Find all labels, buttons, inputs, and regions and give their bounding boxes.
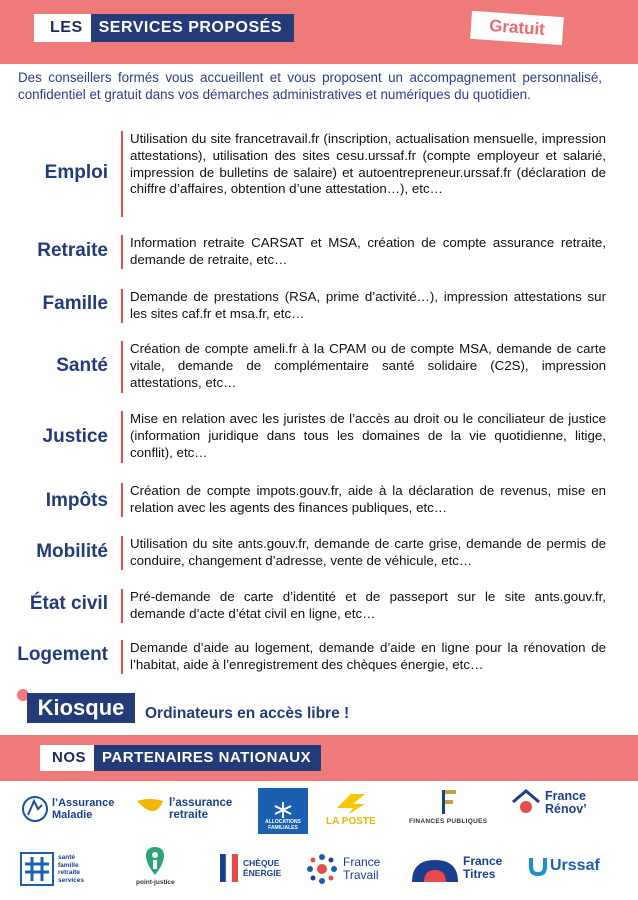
service-text: Utilisation du site ants.gouv.fr, demande de carte grise, demande de permis de conduire, changement d’adresse, vente de véhicule, etc…	[130, 536, 606, 568]
france-titres-icon	[410, 852, 460, 884]
service-label: Retraite	[37, 240, 108, 261]
logo-text: Titres	[463, 867, 496, 881]
service-divider	[121, 536, 123, 570]
logo-text: retraite	[58, 869, 81, 876]
kiosque-text: Ordinateurs en accès libre !	[145, 705, 350, 722]
service-divider	[121, 640, 123, 674]
service-divider	[121, 235, 123, 269]
caf-snowflake-icon	[273, 801, 293, 819]
logo-text: FINANCES PUBLIQUES	[409, 818, 488, 825]
service-text: Demande d’aide au logement, demande d’aide en ligne pour la rénovation de l’habitat, aide à l’enregistrement des chèques énergie, etc…	[130, 640, 606, 672]
cheque-energie-flag-icon	[218, 852, 240, 884]
service-label: Impôts	[45, 490, 108, 511]
logo-text: CHÈQUE	[243, 858, 280, 868]
assurance-maladie-icon	[20, 795, 50, 823]
free-badge: Gratuit	[470, 11, 564, 45]
service-label: État civil	[29, 593, 108, 614]
service-divider	[121, 589, 123, 623]
service-label: Famille	[42, 293, 108, 314]
logo-france-titres	[410, 852, 502, 884]
logo-text: point-justice	[136, 879, 175, 886]
logo-text: Maladie	[52, 809, 93, 821]
msa-icon	[20, 852, 54, 886]
logo-text: France	[545, 789, 586, 803]
logo-caf	[258, 788, 308, 834]
intro-paragraph: Des conseillers formés vous accueillent et vous proposent un accompagnement personnalisé, confidentiel et gratuit dans vos démarches administratives et numériques du quotidien.	[18, 70, 602, 102]
service-label: Logement	[17, 644, 108, 665]
logo-text: France	[343, 855, 381, 869]
service-divider	[121, 341, 123, 393]
service-label: Mobilité	[36, 541, 108, 562]
service-text: Demande de prestations (RSA, prime d’activité…), impression attestations sur les sites caf.fr et msa.fr, etc…	[130, 289, 606, 321]
logo-text: ÉNERGIE	[243, 868, 282, 878]
point-justice-icon	[140, 845, 170, 877]
logo-finances-publiques	[409, 788, 487, 828]
service-text: Information retraite CARSAT et MSA, création de compte assurance retraite, demande de retraite, etc…	[130, 235, 606, 267]
logo-text: FAMILIALES	[268, 825, 298, 831]
logo-la-poste	[326, 790, 376, 828]
logo-text: l’Assurance	[52, 797, 115, 809]
finances-publiques-icon	[436, 788, 460, 816]
service-divider	[121, 483, 123, 517]
service-text: Création de compte ameli.fr à la CPAM ou de compte MSA, demande de carte vitale, demande de complémentaire santé solidaire (C2S), impression attestations, etc…	[130, 341, 606, 390]
logo-text: retraite	[169, 809, 208, 821]
logo-text: santé	[58, 854, 75, 861]
logo-text: l’assurance	[169, 797, 233, 809]
service-text: Création de compte impots.gouv.fr, aide à la déclaration de revenus, mise en relation avec les agents des finances publiques, etc…	[130, 483, 606, 515]
section-title-word2: SERVICES PROPOSÉS	[91, 14, 294, 42]
logo-text: Travail	[343, 868, 379, 882]
service-divider	[121, 131, 123, 217]
section-title-word1: LES	[34, 14, 91, 42]
section-title	[34, 14, 294, 42]
logo-text: France	[463, 854, 503, 868]
logo-urssaf	[528, 855, 600, 877]
logo-france-renov	[510, 787, 587, 819]
logo-france-travail	[305, 852, 380, 886]
service-divider	[121, 411, 123, 463]
service-text: Utilisation du site francetravail.fr (inscription, actualisation mensuelle, impression attestations), utilisation des sites cesu.urssaf.fr (compte employeur et salarié, impression de bulletins de salaire) et autoentrepreneur.urssaf.fr (déclaration de chiffre d’affaires, obtention d’une attestation…), etc…	[130, 131, 606, 197]
assurance-retraite-icon	[133, 795, 167, 823]
service-label: Emploi	[44, 162, 108, 183]
france-travail-dots-icon	[305, 852, 339, 886]
logo-msa	[20, 852, 84, 886]
logo-text: famille	[58, 861, 79, 869]
logo-cheque-energie	[218, 852, 281, 884]
service-text: Pré-demande de carte d’identité et de passeport sur le site ants.gouv.fr, demande d’acte d’état civil en ligne, etc…	[130, 589, 606, 621]
logo-text: Urssaf	[550, 857, 600, 874]
partners-title	[40, 745, 321, 771]
service-label: Santé	[56, 355, 108, 376]
service-label: Justice	[42, 426, 108, 447]
kiosque-tag: Kiosque	[27, 693, 135, 723]
partners-title-word2: PARTENAIRES NATIONAUX	[94, 745, 321, 771]
logo-text: services	[58, 876, 85, 884]
france-renov-house-icon	[510, 787, 542, 819]
logo-text: ALLOCATIONS	[265, 819, 301, 825]
logo-assurance-retraite	[133, 795, 232, 823]
partners-title-word1: NOS	[40, 745, 94, 771]
logo-assurance-maladie	[20, 795, 114, 823]
la-poste-bird-icon	[331, 790, 371, 816]
logo-text: Rénov’	[545, 802, 587, 816]
urssaf-icon	[528, 855, 548, 877]
logo-point-justice	[136, 845, 175, 889]
service-divider	[121, 289, 123, 323]
service-text: Mise en relation avec les juristes de l’accès au droit ou le conciliateur de justice (information juridique dans tous les domaines de la vie quotidienne, litige, conflit), etc…	[130, 411, 606, 460]
logo-text: LA POSTE	[326, 816, 376, 827]
